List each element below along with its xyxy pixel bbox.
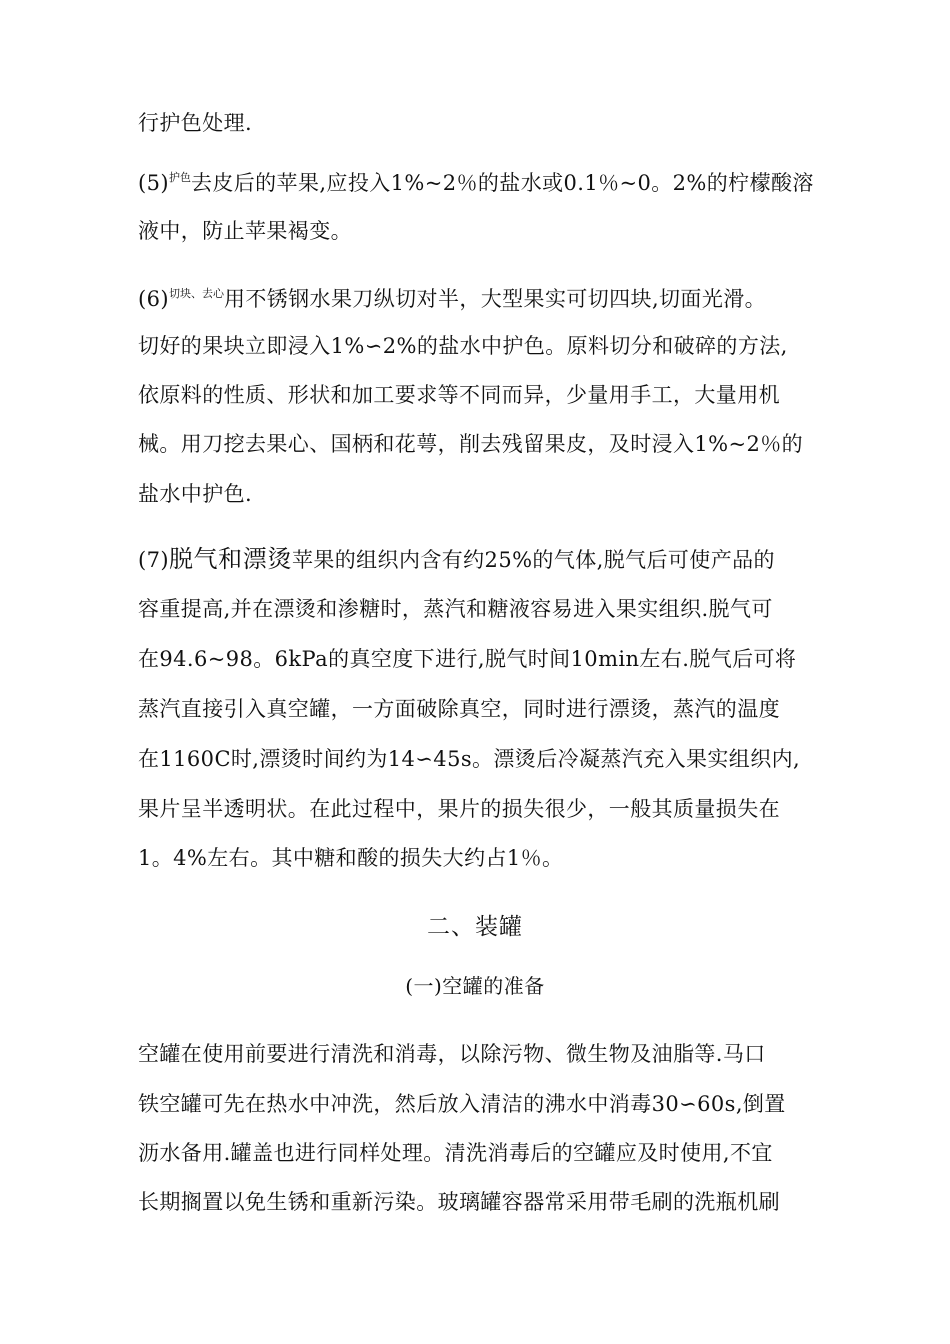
paragraph-text: 铁空罐可先在热水中冲洗，然后放入清洁的沸水中消毒30∽60s,倒置 (138, 1092, 786, 1116)
paragraph-text: 依原料的性质、形状和加工要求等不同而异，少量用手工，大量用机 (138, 383, 780, 407)
paragraph-5-line-2 (138, 216, 838, 246)
paragraph-text: 苹果的组织内含有约25%的气体,脱气后可使产品的 (291, 548, 775, 572)
paragraph-text: 在1160C时,漂烫时间约为14∽45s。漂烫后冷凝蒸汽充入果实组织内, (138, 747, 801, 771)
paragraph-6-line-4 (138, 429, 838, 459)
paragraph-7-line-3 (138, 644, 838, 674)
paragraph-8-line-3 (138, 1138, 838, 1168)
item-label: 护色 (168, 171, 191, 184)
paragraph-7-line-6 (138, 794, 838, 824)
paragraph-6-line-2 (138, 331, 838, 361)
paragraph-text: 沥水备用.罐盖也进行同样处理。清洗消毒后的空罐应及时使用,不宜 (138, 1141, 773, 1165)
paragraph-text: 在94.6~98。6kPa的真空度下进行,脱气时间10min左右.脱气后可将 (138, 647, 797, 671)
paragraph-5-line-1 (138, 168, 838, 202)
paragraph-7-line-4 (138, 694, 838, 724)
item-number: (6) (138, 287, 169, 311)
paragraph-8-line-1 (138, 1039, 838, 1069)
paragraph-text: 果片呈半透明状。在此过程中，果片的损失很少，一般其质量损失在 (138, 797, 780, 821)
paragraph-6-line-1 (138, 284, 838, 318)
paragraph-8-line-2 (138, 1089, 838, 1119)
paragraph-7-line-2 (138, 594, 838, 624)
paragraph-7-line-1 (138, 544, 838, 575)
paragraph-text: 切好的果块立即浸入1%∽2%的盐水中护色。原料切分和破碎的方法, (138, 334, 788, 358)
paragraph-text: 液中，防止苹果褐变。 (138, 219, 352, 243)
paragraph-6-line-3 (138, 380, 838, 410)
paragraph-7-line-5 (138, 744, 838, 774)
paragraph-7-line-7 (138, 843, 838, 873)
paragraph-text: 盐水中护色. (138, 482, 253, 506)
paragraph-text: 蒸汽直接引入真空罐，一方面破除真空，同时进行漂烫，蒸汽的温度 (138, 697, 780, 721)
section-title: 二、装罐 (427, 914, 523, 940)
item-label: 脱气和漂烫 (168, 545, 292, 573)
paragraph-text: 去皮后的苹果,应投入1%~2％的盐水或0.1％~0。2%的柠檬酸溶 (190, 171, 814, 195)
item-number: (7) (138, 548, 169, 572)
subsection-title: (一)空罐的准备 (405, 974, 545, 998)
paragraph-text: 容重提高,并在漂烫和渗糖时，蒸汽和糖液容易进入果实组织.脱气可 (138, 597, 773, 621)
paragraph-text: 1。4%左右。其中糖和酸的损失大约占1％。 (138, 846, 564, 870)
paragraph-text: 长期搁置以免生锈和重新污染。玻璃罐容器常采用带毛刷的洗瓶机刷 (138, 1190, 780, 1214)
paragraph-text: 用不锈钢水果刀纵切对半，大型果实可切四块,切面光滑。 (223, 287, 767, 311)
paragraph-6-line-5 (138, 479, 838, 509)
paragraph-text: 空罐在使用前要进行清洗和消毒，以除污物、微生物及油脂等.马口 (138, 1042, 766, 1066)
paragraph-text: 行护色处理. (138, 111, 253, 135)
paragraph-line (138, 108, 838, 138)
item-number: (5) (138, 171, 169, 195)
paragraph-text: 械。用刀挖去果心、国柄和花萼，削去残留果皮，及时浸入1%~2％的 (138, 432, 804, 456)
item-label: 切块、去心 (168, 287, 224, 300)
paragraph-8-line-4 (138, 1187, 838, 1217)
